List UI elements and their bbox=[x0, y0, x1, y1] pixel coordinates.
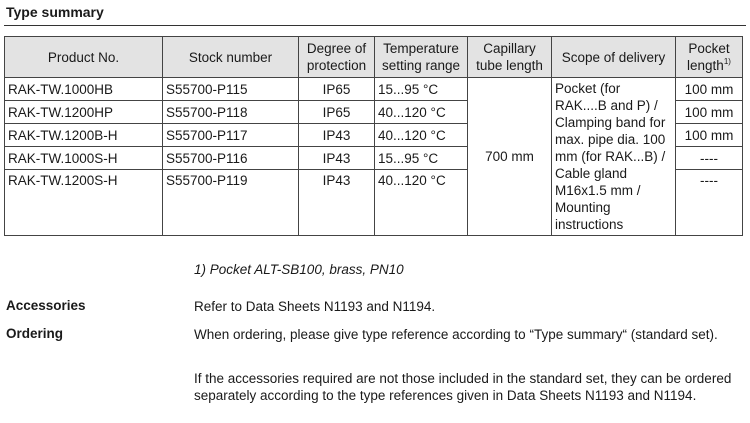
header-capillary: Capillary tube length bbox=[468, 37, 552, 78]
product-cell: RAK-TW.1200S-H bbox=[5, 170, 163, 236]
temperature-cell: 15...95 °C bbox=[375, 147, 468, 170]
accessories-label: Accessories bbox=[6, 298, 86, 313]
ordering-text-2: If the accessories required are not those included in the standard set, they can be ordered separately according to the type references given in Data Sheets N1193 and N1194. bbox=[194, 371, 732, 403]
footnote-mark: 1) bbox=[723, 56, 731, 66]
header-stock: Stock number bbox=[163, 37, 299, 78]
section-title: Type summary bbox=[6, 4, 104, 20]
pocket-cell: 100 mm bbox=[676, 101, 743, 124]
header-pocket-label: Pocket length bbox=[687, 41, 730, 73]
product-cell: RAK-TW.1200HP bbox=[5, 101, 163, 124]
accessories-text: Refer to Data Sheets N1193 and N1194. bbox=[194, 299, 436, 314]
header-temperature: Temperature setting range bbox=[375, 37, 468, 78]
ordering-label: Ordering bbox=[6, 326, 64, 341]
header-pocket bbox=[676, 37, 743, 78]
pocket-cell: ---- bbox=[676, 147, 743, 170]
pocket-cell: ---- bbox=[676, 170, 743, 236]
temperature-cell: 40...120 °C bbox=[375, 124, 468, 147]
title-divider bbox=[4, 25, 746, 26]
protection-cell: IP43 bbox=[299, 170, 375, 236]
scope-cell: Pocket (for RAK....B and P) / Clamping band for max. pipe dia. 100 mm (for RAK...B) / Cable gland M16x1.5 mm / Mounting instructions bbox=[552, 78, 676, 236]
header-scope: Scope of delivery bbox=[552, 37, 676, 78]
header-protection: Degree of protection bbox=[299, 37, 375, 78]
type-summary-table bbox=[4, 36, 743, 236]
protection-cell: IP43 bbox=[299, 124, 375, 147]
temperature-cell: 15...95 °C bbox=[375, 78, 468, 101]
protection-cell: IP65 bbox=[299, 78, 375, 101]
stock-cell: S55700-P119 bbox=[163, 170, 299, 236]
capillary-cell: 700 mm bbox=[468, 78, 552, 236]
stock-cell: S55700-P116 bbox=[163, 147, 299, 170]
temperature-cell: 40...120 °C bbox=[375, 170, 468, 236]
pocket-cell: 100 mm bbox=[676, 124, 743, 147]
protection-cell: IP65 bbox=[299, 101, 375, 124]
product-cell: RAK-TW.1000HB bbox=[5, 78, 163, 101]
stock-cell: S55700-P118 bbox=[163, 101, 299, 124]
header-product: Product No. bbox=[5, 37, 163, 78]
protection-cell: IP43 bbox=[299, 147, 375, 170]
stock-cell: S55700-P117 bbox=[163, 124, 299, 147]
pocket-cell: 100 mm bbox=[676, 78, 743, 101]
table-header-row bbox=[5, 37, 743, 78]
ordering-text-1: When ordering, please give type reference according to “Type summary“ (standard set). bbox=[194, 327, 718, 342]
temperature-cell: 40...120 °C bbox=[375, 101, 468, 124]
stock-cell: S55700-P115 bbox=[163, 78, 299, 101]
product-cell: RAK-TW.1000S-H bbox=[5, 147, 163, 170]
product-cell: RAK-TW.1200B-H bbox=[5, 124, 163, 147]
table-footnote: 1) Pocket ALT-SB100, brass, PN10 bbox=[194, 262, 404, 277]
table-row bbox=[5, 78, 743, 101]
